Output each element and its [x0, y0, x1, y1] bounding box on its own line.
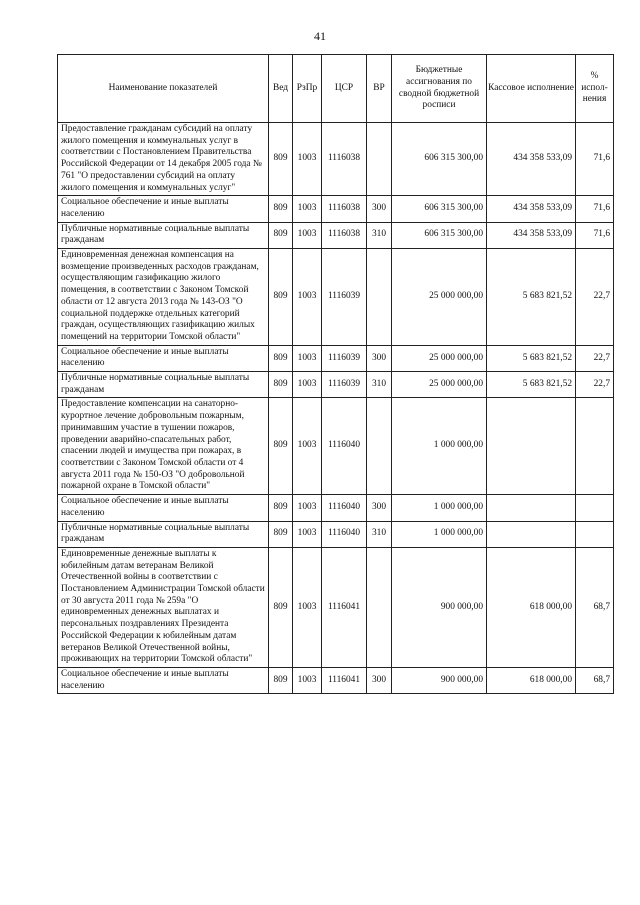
cell-vr: 300	[367, 495, 392, 521]
cell-budget: 900 000,00	[392, 547, 487, 667]
table-row	[58, 345, 614, 371]
cell-percent	[576, 495, 614, 521]
cell-cash: 5 683 821,52	[487, 345, 576, 371]
cell-rzpr: 1003	[293, 547, 322, 667]
cell-csr: 1116038	[322, 222, 367, 248]
table-row	[58, 547, 614, 667]
cell-percent: 22,7	[576, 249, 614, 346]
cell-budget: 606 315 300,00	[392, 222, 487, 248]
cell-vr	[367, 398, 392, 495]
cell-percent	[576, 521, 614, 547]
cell-name: Публичные нормативные социальные выплаты гражданам	[58, 372, 269, 398]
cell-ved: 809	[269, 547, 293, 667]
cell-csr: 1116041	[322, 667, 367, 693]
cell-ved: 809	[269, 495, 293, 521]
cell-budget: 606 315 300,00	[392, 196, 487, 222]
table-row	[58, 222, 614, 248]
cell-csr: 1116039	[322, 372, 367, 398]
cell-name: Единовременная денежная компенсация на возмещение произведенных расходов гражданам, осуществляющим газификацию жилого помещения, в соответствии с Законом Томской области от 12 августа 2013 года № 143-ОЗ "О социальной поддержке отдельных категорий граждан, осуществляющих газификацию жилых помещений на территории Томской области"	[58, 249, 269, 346]
table-row	[58, 372, 614, 398]
cell-budget: 1 000 000,00	[392, 495, 487, 521]
table-row	[58, 123, 614, 196]
cell-rzpr: 1003	[293, 345, 322, 371]
cell-name: Социальное обеспечение и иные выплаты населению	[58, 667, 269, 693]
cell-percent: 71,6	[576, 123, 614, 196]
cell-ved: 809	[269, 123, 293, 196]
cell-csr: 1116040	[322, 398, 367, 495]
table-row	[58, 667, 614, 693]
cell-cash	[487, 398, 576, 495]
cell-ved: 809	[269, 222, 293, 248]
cell-cash: 434 358 533,09	[487, 222, 576, 248]
cell-cash	[487, 495, 576, 521]
cell-cash: 618 000,00	[487, 667, 576, 693]
cell-name: Публичные нормативные социальные выплаты гражданам	[58, 521, 269, 547]
cell-ved: 809	[269, 249, 293, 346]
cell-vr: 310	[367, 372, 392, 398]
cell-rzpr: 1003	[293, 196, 322, 222]
cell-rzpr: 1003	[293, 398, 322, 495]
cell-ved: 809	[269, 521, 293, 547]
header-budget: Бюджетные ассигнования по сводной бюджетной росписи	[392, 55, 487, 123]
cell-cash: 5 683 821,52	[487, 249, 576, 346]
cell-percent: 71,6	[576, 196, 614, 222]
cell-ved: 809	[269, 372, 293, 398]
cell-vr	[367, 547, 392, 667]
cell-cash: 618 000,00	[487, 547, 576, 667]
cell-csr: 1116040	[322, 495, 367, 521]
cell-name: Предоставление компенсации на санаторно-курортное лечение добровольным пожарным, принимавшим участие в тушении пожаров, проведении аварийно-спасательных работ, спасении людей и имущества при пожарах, в соответствии с Законом Томской области от 4 августа 2011 года № 150-ОЗ "О добровольной пожарной охране в Томской области"	[58, 398, 269, 495]
header-cash: Кассовое исполнение	[487, 55, 576, 123]
table-row	[58, 398, 614, 495]
cell-csr: 1116039	[322, 345, 367, 371]
cell-budget: 1 000 000,00	[392, 398, 487, 495]
cell-budget: 1 000 000,00	[392, 521, 487, 547]
cell-rzpr: 1003	[293, 667, 322, 693]
cell-cash: 434 358 533,09	[487, 196, 576, 222]
cell-percent: 71,6	[576, 222, 614, 248]
cell-rzpr: 1003	[293, 123, 322, 196]
cell-ved: 809	[269, 398, 293, 495]
cell-vr: 310	[367, 521, 392, 547]
cell-ved: 809	[269, 667, 293, 693]
cell-cash	[487, 521, 576, 547]
table-row	[58, 521, 614, 547]
header-vr: ВР	[367, 55, 392, 123]
cell-csr: 1116040	[322, 521, 367, 547]
cell-percent: 68,7	[576, 547, 614, 667]
cell-percent	[576, 398, 614, 495]
table-row	[58, 249, 614, 346]
cell-budget: 25 000 000,00	[392, 345, 487, 371]
cell-rzpr: 1003	[293, 521, 322, 547]
cell-csr: 1116038	[322, 196, 367, 222]
table-row	[58, 495, 614, 521]
cell-csr: 1116039	[322, 249, 367, 346]
cell-ved: 809	[269, 196, 293, 222]
cell-vr	[367, 123, 392, 196]
cell-cash: 5 683 821,52	[487, 372, 576, 398]
header-name: Наименование показателей	[58, 55, 269, 123]
page-number: 41	[314, 29, 326, 43]
cell-percent: 22,7	[576, 345, 614, 371]
header-rzpr: РзПр	[293, 55, 322, 123]
cell-percent: 22,7	[576, 372, 614, 398]
cell-vr: 300	[367, 345, 392, 371]
cell-rzpr: 1003	[293, 222, 322, 248]
header-ved: Вед	[269, 55, 293, 123]
cell-vr: 300	[367, 196, 392, 222]
cell-vr: 310	[367, 222, 392, 248]
cell-rzpr: 1003	[293, 249, 322, 346]
cell-budget: 25 000 000,00	[392, 372, 487, 398]
cell-rzpr: 1003	[293, 495, 322, 521]
header-csr: ЦСР	[322, 55, 367, 123]
cell-csr: 1116038	[322, 123, 367, 196]
table-row	[58, 196, 614, 222]
cell-vr: 300	[367, 667, 392, 693]
cell-name: Публичные нормативные социальные выплаты гражданам	[58, 222, 269, 248]
cell-csr: 1116041	[322, 547, 367, 667]
header-percent: % испол-нения	[576, 55, 614, 123]
cell-name: Социальное обеспечение и иные выплаты населению	[58, 196, 269, 222]
cell-vr	[367, 249, 392, 346]
table-header-row	[58, 55, 614, 123]
cell-cash: 434 358 533,09	[487, 123, 576, 196]
cell-name: Предоставление гражданам субсидий на оплату жилого помещения и коммунальных услуг в соответствии с Постановлением Правительства Российской Федерации от 14 декабря 2005 года № 761 "О предоставлении субсидий на оплату жилого помещения и коммунальных услуг"	[58, 123, 269, 196]
cell-budget: 606 315 300,00	[392, 123, 487, 196]
cell-name: Единовременные денежные выплаты к юбилейным датам ветеранам Великой Отечественной войны в соответствии с Постановлением Администрации Томской области от 30 августа 2011 года № 259а "О единовременных денежных выплатах и персональных поздравлениях Президента Российской Федерации к юбилейным датам ветеранов Великой Отечественной войны, проживающих на территории Томской области"	[58, 547, 269, 667]
cell-budget: 900 000,00	[392, 667, 487, 693]
cell-ved: 809	[269, 345, 293, 371]
cell-rzpr: 1003	[293, 372, 322, 398]
cell-percent: 68,7	[576, 667, 614, 693]
cell-budget: 25 000 000,00	[392, 249, 487, 346]
budget-table	[57, 54, 614, 694]
cell-name: Социальное обеспечение и иные выплаты населению	[58, 345, 269, 371]
cell-name: Социальное обеспечение и иные выплаты населению	[58, 495, 269, 521]
